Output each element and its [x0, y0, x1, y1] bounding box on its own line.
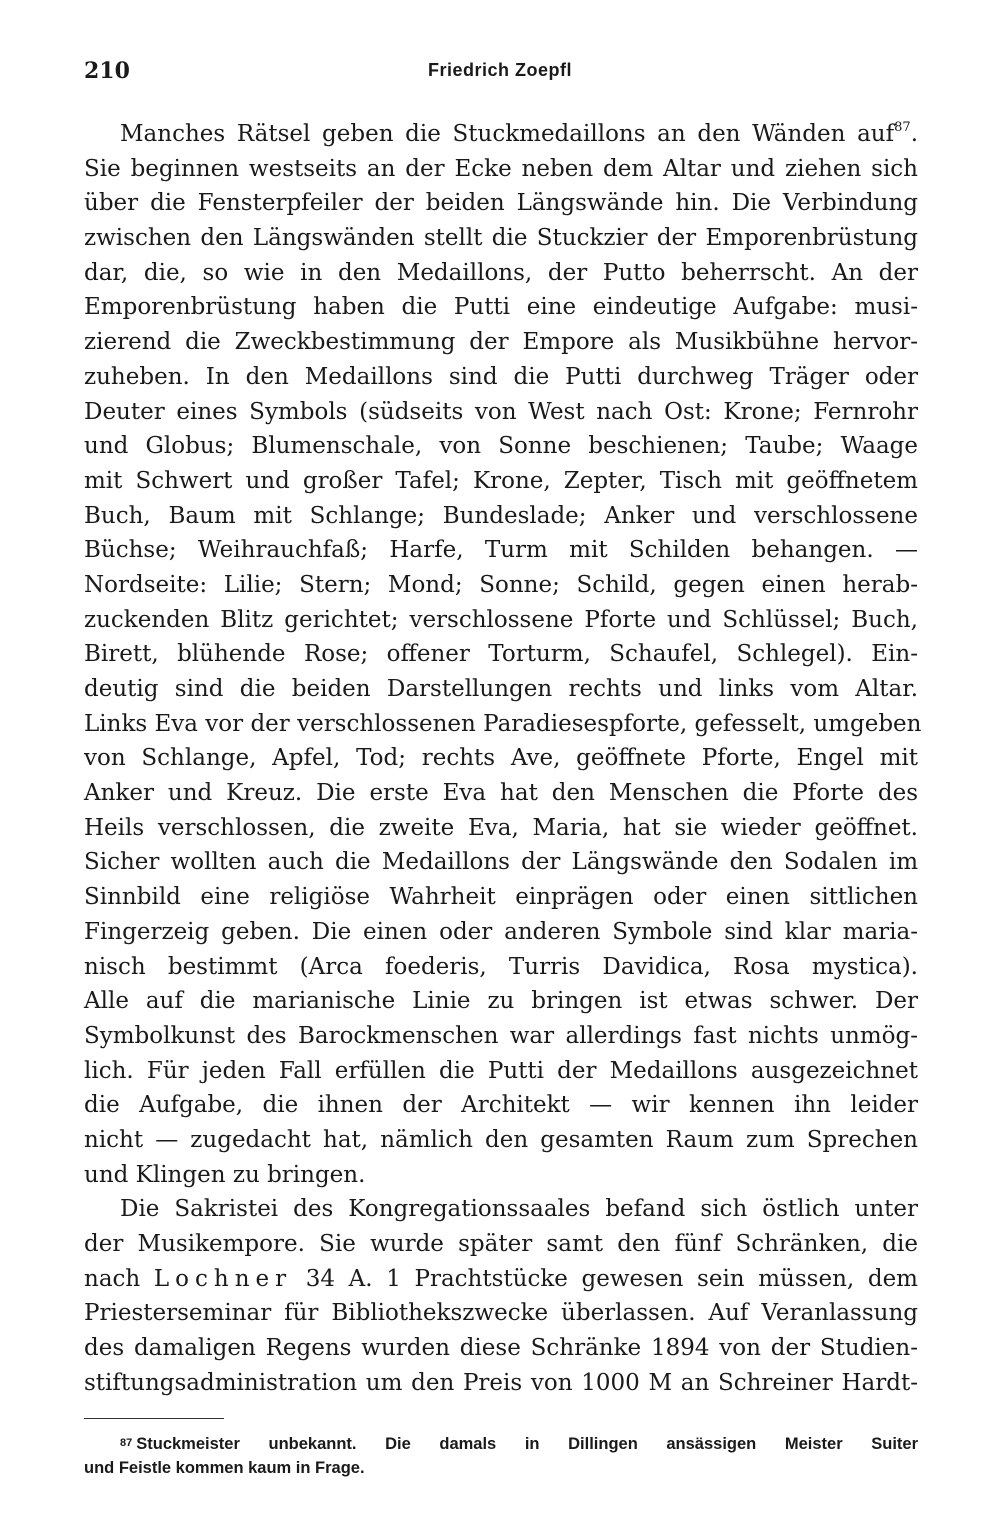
author-name-spaced: Lochner [153, 1265, 293, 1292]
text-line: von Schlange, Apfel, Tod; rechts Ave, geöffnete Pforte, Engel mit [84, 745, 918, 772]
text-line: Die Sakristei des Kongregationssaales befand sich östlich unter [120, 1196, 918, 1223]
text-line: Büchse; Weihrauchfaß; Harfe, Turm mit Schilden behangen. — [84, 537, 918, 564]
text-line: Sinnbild eine religiöse Wahrheit einprägen oder einen sittlichen [84, 884, 918, 911]
text-line: Nordseite: Lilie; Stern; Mond; Sonne; Schild, gegen einen herab- [84, 571, 918, 598]
text-line: zierend die Zweckbestimmung der Empore als Musikbühne hervor- [84, 329, 918, 356]
text-line: nisch bestimmt (Arca foederis, Turris Davidica, Rosa mystica). [84, 953, 918, 980]
text-line: Alle auf die marianische Linie zu bringen ist etwas schwer. Der [84, 988, 918, 1015]
text-line: nach Lochner 34 A. 1 Prachtstücke gewesen sein müssen, dem [84, 1265, 918, 1292]
footnote-line: und Feistle kommen kaum in Frage. [84, 1459, 365, 1477]
text-line: mit Schwert und großer Tafel; Krone, Zepter, Tisch mit geöffnetem [84, 467, 918, 494]
text-line: und Globus; Blumenschale, von Sonne beschienen; Taube; Waage [84, 433, 918, 460]
text-line: die Aufgabe, die ihnen der Architekt — wir kennen ihn leider [84, 1092, 918, 1119]
text-line: Sicher wollten auch die Medaillons der Längswände den Sodalen im [84, 849, 918, 876]
running-head: Friedrich Zoepfl [427, 60, 572, 80]
page-header [84, 58, 916, 88]
text-line: und Klingen zu bringen. [84, 1161, 366, 1188]
text-line: Priesterseminar für Bibliothekszwecke überlassen. Auf Veranlassung [84, 1300, 918, 1327]
text-line: zwischen den Längswänden stellt die Stuckzier der Emporenbrüstung [84, 225, 918, 252]
text-line: deutig sind die beiden Darstellungen rechts und links vom Altar. [84, 676, 918, 702]
text-line: Anker und Kreuz. Die erste Eva hat den Menschen die Pforte des [84, 780, 918, 807]
text-line: Fingerzeig geben. Die einen oder anderen Symbole sind klar maria- [84, 918, 918, 945]
footnote-mark: 87 [120, 1437, 133, 1449]
page-number: 210 [84, 58, 130, 84]
text-line: über die Fensterpfeiler der beiden Längswände hin. Die Verbindung [84, 190, 918, 217]
text-line: dar, die, so wie in den Medaillons, der Putto beherrscht. An der [84, 259, 918, 286]
text-line: Heils verschlossen, die zweite Eva, Maria, hat sie wieder geöffnet. [84, 814, 918, 841]
text-line: Symbolkunst des Barockmenschen war allerdings fast nichts unmög- [84, 1022, 918, 1049]
footnote-reference[interactable]: 87 [894, 120, 911, 135]
footnotes [84, 1431, 918, 1481]
body-text [84, 117, 922, 1400]
text-line: zuheben. In den Medaillons sind die Putti durchweg Träger oder [84, 363, 918, 390]
text-line: stiftungsadministration um den Preis von 1000 M an Schreiner Hardt- [84, 1369, 918, 1396]
text-line: lich. Für jeden Fall erfüllen die Putti der Medaillons ausgezeichnet [84, 1057, 918, 1084]
footnote-line: 87 Stuckmeister unbekannt. Die damals in Dillingen ansässigen Meister Suiter [120, 1435, 918, 1453]
text-line: des damaligen Regens wurden diese Schränke 1894 von der Studien- [84, 1335, 918, 1362]
text-line: Manches Rätsel geben die Stuckmedaillons an den Wänden auf$^{87}$. [120, 120, 918, 147]
text-line: Deuter eines Symbols (südseits von West nach Ost: Krone; Fernrohr [84, 398, 918, 425]
text-line: nicht — zugedacht hat, nämlich den gesamten Raum zum Sprechen [84, 1126, 918, 1153]
footnote-divider [84, 1418, 224, 1419]
text-line: Buch, Baum mit Schlange; Bundeslade; Anker und verschlossene [84, 502, 918, 529]
text-line: zuckenden Blitz gerichtet; verschlossene Pforte und Schlüssel; Buch, [84, 606, 918, 633]
text-line: Links Eva vor der verschlossenen Paradiesespforte, gefesselt, umgeben [84, 710, 922, 737]
text-line: Sie beginnen westseits an der Ecke neben dem Altar und ziehen sich [84, 155, 918, 182]
text-line: Birett, blühende Rose; offener Torturm, Schaufel, Schlegel). Ein- [84, 641, 918, 668]
text-line: Emporenbrüstung haben die Putti eine eindeutige Aufgabe: musi- [84, 294, 918, 321]
text-line: der Musikempore. Sie wurde später samt den fünf Schränken, die [84, 1231, 918, 1257]
